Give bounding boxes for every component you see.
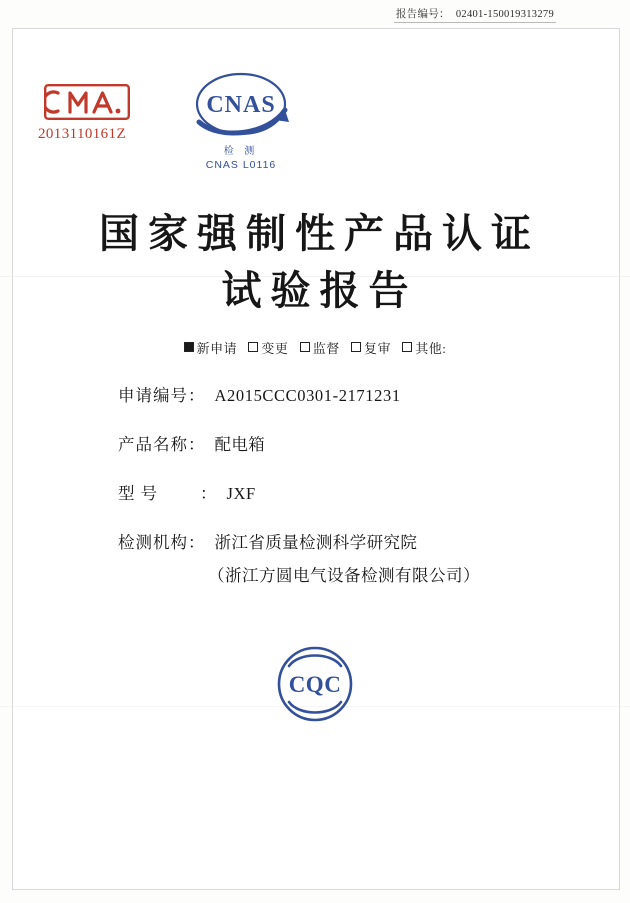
checkbox-new-application[interactable] xyxy=(184,338,238,357)
report-number-value: 02401-150019313279 xyxy=(455,9,554,20)
field-value: JXF xyxy=(226,484,256,503)
cnas-icon xyxy=(185,66,297,148)
checkbox-box-icon[interactable] xyxy=(351,342,361,352)
field-label: 申请编号 xyxy=(118,386,188,405)
field-colon: ： xyxy=(188,533,205,552)
title-line-1: 国家强制性产品认证 xyxy=(99,211,540,256)
cqc-icon xyxy=(267,636,363,732)
page-title xyxy=(0,206,630,320)
field-testing-organization-sub: （浙江方圆电气设备检测有限公司） xyxy=(208,566,480,585)
report-number-strip xyxy=(0,4,630,26)
checkbox-label: 新申请 xyxy=(196,341,238,356)
field-product-name xyxy=(0,431,630,455)
field-label: 产品名称 xyxy=(118,435,188,454)
checkbox-label: 监督 xyxy=(312,341,340,356)
cnas-mark-block xyxy=(176,66,306,171)
field-label: 型 号 xyxy=(118,484,159,503)
svg-text:CNAS: CNAS xyxy=(206,92,276,118)
title-line-2: 试验报告 xyxy=(221,267,418,313)
checkbox-label: 变更 xyxy=(261,341,289,356)
cma-mark-block xyxy=(38,84,168,143)
field-colon: ： xyxy=(188,435,205,454)
checkbox-box-icon[interactable] xyxy=(300,342,310,352)
cnas-code: CNAS L0116 xyxy=(205,159,277,171)
report-number xyxy=(394,6,556,23)
checkbox-box-icon[interactable] xyxy=(402,342,412,352)
field-application-no xyxy=(0,382,630,406)
checkbox-box-icon[interactable] xyxy=(248,342,258,352)
field-model xyxy=(0,480,630,504)
cma-code: 2013110161Z xyxy=(38,126,127,142)
svg-text:CQC: CQC xyxy=(288,672,342,697)
checkbox-supervision[interactable] xyxy=(300,338,340,357)
field-value: A2015CCC0301-2171231 xyxy=(214,386,401,405)
field-label: 检测机构 xyxy=(118,533,188,552)
checkbox-box-icon[interactable] xyxy=(184,342,194,352)
checkbox-label: 复审 xyxy=(363,341,391,356)
certification-marks xyxy=(0,52,630,182)
checkbox-review[interactable] xyxy=(351,338,391,357)
cma-icon xyxy=(44,84,130,120)
report-number-label: 报告编号： xyxy=(395,9,450,20)
checkbox-other[interactable] xyxy=(402,338,446,357)
field-value: 浙江省质量检测科学研究院 xyxy=(214,533,418,552)
field-testing-organization xyxy=(0,529,630,553)
field-colon: ： xyxy=(200,484,217,503)
field-list xyxy=(0,382,630,608)
field-value: 配电箱 xyxy=(214,435,266,454)
cnas-subtitle: 检 测 xyxy=(223,146,259,157)
checkbox-label: 其他: xyxy=(415,341,447,356)
field-colon: ： xyxy=(188,386,205,405)
application-type-row xyxy=(0,338,630,357)
checkbox-change[interactable] xyxy=(248,338,288,357)
cqc-mark-block xyxy=(0,636,630,732)
